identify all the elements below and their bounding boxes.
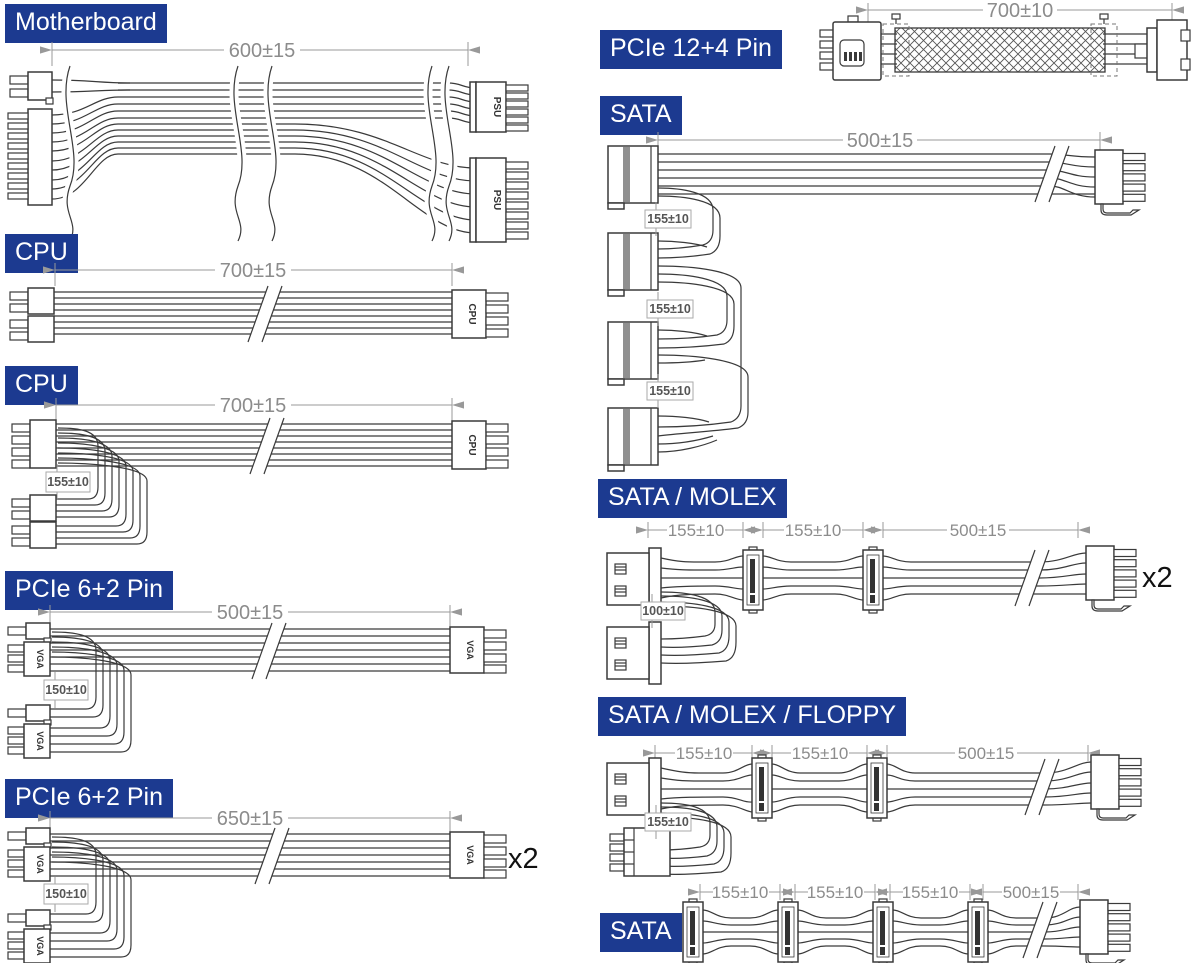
connector-psu-side-right [1135,20,1190,80]
pcie-12-4-cable-drawing [595,0,1191,92]
cable-break-wave [445,66,453,241]
connector-psu-modular-right [1086,546,1136,611]
vga-connector-label: VGA [35,649,45,669]
psu-connector-label: PSU [491,189,502,211]
connector-sata-1 [608,146,658,209]
section-title-motherboard: Motherboard [5,4,167,43]
vga-connector-label: VGA [35,731,45,751]
connector-floppy [610,828,670,876]
connector-pcie-2pin-upper [8,828,51,848]
sata-a-cable-drawing [595,130,1191,480]
section-cpu-a [0,232,545,362]
dim-text-seg1: 155±10 [647,212,689,226]
section-sata-b [595,880,1191,963]
section-title-cpu-b: CPU [5,366,78,405]
dim-text-650: 650±15 [216,808,284,830]
section-title-sata-b: SATA [600,913,682,952]
psu-connector-label: PSU [491,96,502,118]
dim-text-seg3: 155±10 [649,384,691,398]
dimension-branch-150 [44,877,88,912]
dim-text-600: 600±15 [228,40,296,62]
dimension-seg2-155 [763,521,863,540]
quantity-multiplier: x2 [508,843,539,875]
section-title-sata-molex-floppy: SATA / MOLEX / FLOPPY [598,697,906,736]
sata-molex-cable-drawing [595,506,1191,690]
connector-atx-20pin [8,109,52,205]
connector-sata-inline-1 [683,899,703,963]
connector-4pin-atx12v [10,72,53,104]
connector-sata-2 [608,233,658,296]
connector-12vhpwr-left [820,16,881,80]
section-title-sata-a: SATA [600,96,682,135]
connector-sata-inline-2 [863,547,883,613]
dimension-700 [56,395,452,421]
section-title-pcie-a: PCIe 6+2 Pin [5,571,173,610]
dimension-500 [658,130,1100,152]
dimension-seg1-155 [700,883,780,902]
connector-sata-inline-2 [778,899,798,963]
dim-text-seg2: 155±10 [649,302,691,316]
dimension-main-500 [883,521,1078,540]
dim-text-branch: 150±10 [45,683,87,697]
dim-text-seg2: 155±10 [784,521,842,540]
pcie-a-cable-drawing [0,602,545,775]
section-cpu-b [0,360,545,560]
dimension-seg2-155 [795,883,875,902]
vga-connector-label: VGA [465,845,475,865]
connector-pcie-2pin-upper [8,623,51,643]
vga-connector-label: VGA [35,854,45,874]
connector-cpu-4pin-branch-lower [12,522,56,548]
connector-sata-inline-1 [752,755,772,821]
dim-text-seg1: 155±10 [711,883,769,902]
connector-psu-modular-right [1080,900,1130,963]
connector-molex-1 [607,548,661,610]
connector-molex [607,758,661,820]
dimension-seg1-155 [645,202,691,236]
dim-text-700: 700±15 [219,260,287,282]
connector-molex-2 [607,622,661,684]
cpu-b-cable-drawing [0,394,545,560]
connector-pcie-6pin-branch [8,724,50,758]
dim-text-branch: 155±10 [647,815,689,829]
connector-pcie-2pin-branch [8,910,51,930]
connector-pcie-6pin-branch [8,929,50,963]
connector-sata-inline-2 [867,755,887,821]
cable-break [1025,759,1059,815]
dimension-seg3-155 [890,883,970,902]
connector-sata-3 [608,322,658,385]
dimension-650 [50,808,450,834]
section-motherboard [0,0,560,245]
connector-pcie-2pin-branch [8,705,51,725]
connector-sata-inline-3 [873,899,893,963]
dim-text-700: 700±15 [219,395,287,417]
section-title-pcie-12-4: PCIe 12+4 Pin [600,30,782,69]
dim-text-seg2: 155±10 [791,744,849,763]
section-title-sata-molex: SATA / MOLEX [598,479,787,518]
sata-a-main-wires [658,154,1095,197]
connector-psu-modular-right [1095,150,1145,215]
dimension-seg1-155 [648,521,743,540]
connector-pcie-6pin-upper [8,847,50,881]
dim-text-branch: 100±10 [642,604,684,618]
section-title-cpu-a: CPU [5,234,78,273]
dimension-700 [55,260,452,286]
dim-text-main: 500±15 [957,744,1015,763]
connector-cpu-8pin-right [452,290,508,338]
cpu-connector-label: CPU [466,434,477,456]
dim-text-branch: 150±10 [45,887,87,901]
connector-cpu-8pin-right [452,421,508,469]
connector-cpu-4pin-branch-upper [12,495,56,521]
connector-psu-modular-2 [470,158,528,242]
dim-text-500: 500±15 [216,602,284,624]
connector-cpu-8pin-left [12,420,56,468]
connector-sata-inline-1 [743,547,763,613]
vga-connector-label: VGA [35,936,45,956]
cable-break [1023,902,1057,958]
motherboard-cable-drawing [0,38,560,245]
dimension-seg2-155 [772,744,867,763]
connector-psu-modular-right [1091,755,1141,820]
section-pcie-b [0,778,580,963]
connector-sata-inline-4 [968,899,988,963]
dimension-seg2-155 [647,292,693,326]
connector-psu-modular-1 [470,82,528,132]
section-pcie-a [0,570,545,775]
connector-pcie-6pin-upper [8,642,50,676]
dimension-main-500 [983,883,1078,902]
dim-text-700: 700±10 [986,0,1054,22]
pcie-b-cable-drawing [0,808,580,963]
dimension-700 [868,0,1172,24]
dim-text-seg1: 155±10 [675,744,733,763]
sata-b-cable-drawing [595,880,1191,963]
cable-break-wave [428,66,436,241]
dimension-500 [50,602,450,628]
section-sata-molex [595,478,1191,690]
dim-text-branch: 155±10 [47,475,89,489]
dim-text-500: 500±15 [846,130,914,152]
dim-text-seg1: 155±10 [667,521,725,540]
connector-sata-4 [608,408,658,471]
dimension-branch-150 [44,672,88,708]
dim-text-seg2: 155±10 [806,883,864,902]
section-sata-a [595,90,1191,480]
dim-text-seg3: 155±10 [901,883,959,902]
vga-connector-label: VGA [465,640,475,660]
connector-cpu-4pin-lower [10,316,54,342]
connector-pcie-8pin-right [450,832,506,878]
braided-sleeve [895,28,1105,72]
section-title-pcie-b: PCIe 6+2 Pin [5,779,173,818]
dimension-600 [52,40,468,66]
quantity-multiplier: x2 [1142,562,1173,594]
section-pcie-12-4 [595,0,1191,92]
dim-text-main: 500±15 [949,521,1007,540]
dimension-seg1-155 [655,744,752,763]
connector-pcie-8pin-right [450,627,506,673]
dim-text-main: 500±15 [1002,883,1060,902]
cpu-b-main-wires [56,424,452,466]
connector-cpu-4pin-upper [10,288,54,314]
cpu-connector-label: CPU [466,303,477,325]
